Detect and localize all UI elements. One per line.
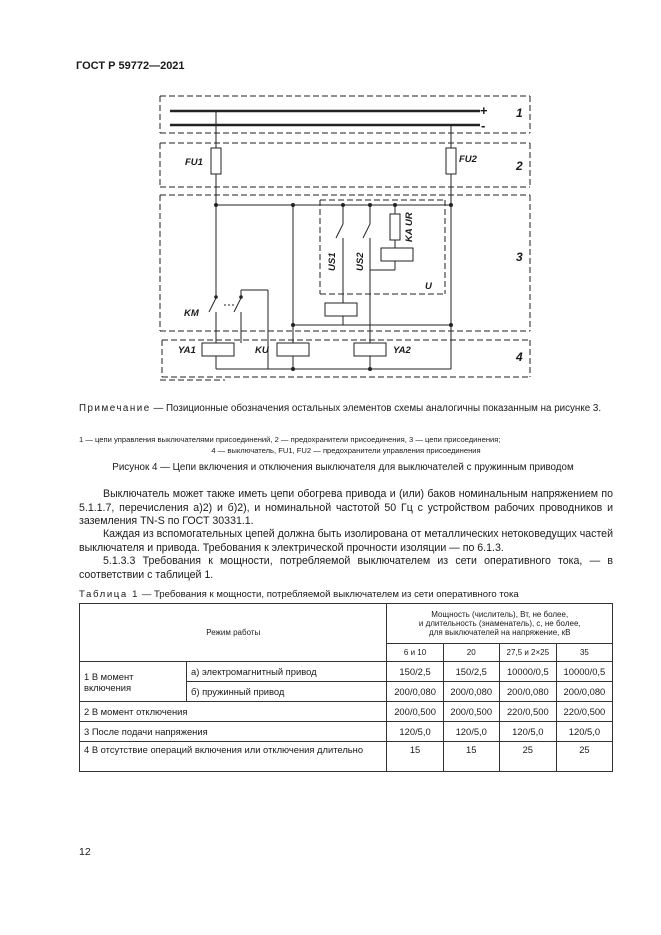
sub-mode-cell: б) пружинный привод	[187, 682, 387, 702]
legend-line-2: 4 — выключатель, FU1, FU2 — предохранители управления присоединения	[211, 445, 481, 455]
ya2-label: YA2	[393, 345, 411, 356]
fuse-label-fu1: FU1	[185, 157, 203, 168]
table-caption-label: Таблица 1	[79, 589, 140, 600]
note-text: — Позиционные обозначения остальных элементов схемы аналогичны показанным на рисунке 3.	[150, 403, 602, 414]
value-cell: 200/0,500	[443, 702, 499, 722]
figure-note	[79, 402, 613, 415]
table-caption	[79, 589, 519, 600]
value-cell: 150/2,5	[387, 662, 443, 682]
value-cell: 120/5,0	[556, 722, 612, 742]
value-cell: 25	[556, 742, 612, 772]
power-requirements-table	[79, 603, 613, 772]
power-header-line-3: для выключателей на напряжение, кВ	[429, 628, 571, 637]
value-cell: 15	[387, 742, 443, 772]
power-header	[387, 604, 613, 644]
value-cell: 10000/0,5	[556, 662, 612, 682]
figure-legend	[79, 435, 613, 456]
zone-label-1: 1	[516, 106, 523, 120]
value-cell: 120/5,0	[443, 722, 499, 742]
value-cell: 120/5,0	[387, 722, 443, 742]
zone-label-4: 4	[516, 350, 523, 364]
fuse-label-fu2: FU2	[459, 154, 477, 165]
ka-ur-label: KA UR	[404, 212, 415, 242]
zone-label-3: 3	[516, 250, 523, 264]
value-cell: 200/0,080	[499, 682, 556, 702]
value-cell: 25	[499, 742, 556, 772]
value-cell: 120/5,0	[499, 722, 556, 742]
value-cell: 150/2,5	[443, 662, 499, 682]
value-cell: 200/0,080	[443, 682, 499, 702]
value-cell: 220/0,500	[556, 702, 612, 722]
table-row	[80, 742, 613, 772]
ku-label: KU	[255, 345, 269, 356]
circuit-diagram	[150, 90, 550, 390]
value-cell: 200/0,500	[387, 702, 443, 722]
value-cell: 10000/0,5	[499, 662, 556, 682]
value-cell: 200/0,080	[387, 682, 443, 702]
voltage-header: 20	[443, 644, 499, 662]
mode-cell: 2 В момент отключения	[80, 702, 387, 722]
paragraph-1: Выключатель может также иметь цепи обогрева привода и (или) баков номинальным напряжением по 5.1.1.7, перечисления а)2) и б)2), и номинальной частотой 50 Гц с устройством рабочих проводников и заземления TN-S по ГОСТ 30331.1.	[79, 488, 613, 527]
mode-header: Режим работы	[80, 604, 387, 662]
plus-bus-label: +	[480, 103, 488, 118]
us2-label: US2	[355, 252, 366, 271]
sub-mode-cell: а) электромагнитный привод	[187, 662, 387, 682]
figure-caption: Рисунок 4 — Цепи включения и отключения выключателя для выключателей с пружинным приводом	[112, 462, 574, 473]
mode-cell: 4 В отсутствие операций включения или отключения длительно	[80, 742, 387, 772]
note-label: Примечание	[79, 403, 151, 414]
value-cell: 220/0,500	[499, 702, 556, 722]
document-header: ГОСТ Р 59772—2021	[76, 60, 185, 72]
power-header-line-1: Мощность (числитель), Вт, не более,	[431, 610, 569, 619]
zone-label-2: 2	[516, 159, 523, 173]
voltage-header: 27,5 и 2×25	[499, 644, 556, 662]
ya1-label: YA1	[178, 345, 196, 356]
us1-label: US1	[327, 252, 338, 271]
value-cell: 200/0,080	[556, 682, 612, 702]
legend-line-1: 1 — цепи управления выключателями присоединений, 2 — предохранители присоединения, 3 — цепи присоединения;	[79, 435, 501, 444]
minus-bus-label: -	[481, 118, 486, 133]
table-row	[80, 702, 613, 722]
paragraph-3: 5.1.3.3 Требования к мощности, потребляемой выключателем из сети оперативного тока, — в соответствии с таблицей 1.	[79, 555, 613, 581]
table-caption-text: — Требования к мощности, потребляемой выключателем из сети оперативного тока	[139, 589, 519, 600]
table-row	[80, 662, 613, 682]
table-row	[80, 722, 613, 742]
voltage-header: 6 и 10	[387, 644, 443, 662]
km-label: KM	[184, 308, 199, 319]
value-cell: 15	[443, 742, 499, 772]
voltage-header: 35	[556, 644, 612, 662]
mode-cell: 3 После подачи напряжения	[80, 722, 387, 742]
power-header-line-2: и длительность (знаменатель), с, не более,	[418, 619, 581, 628]
paragraph-2: Каждая из вспомогательных цепей должна быть изолирована от металлических нетоковедущих частей выключателя и привода. Требования к электрической прочности изоляции — по 6.1.3.	[79, 528, 613, 554]
mode-cell: 1 В момент включения	[80, 662, 187, 702]
u-label: U	[425, 281, 432, 292]
page-number: 12	[79, 846, 91, 858]
